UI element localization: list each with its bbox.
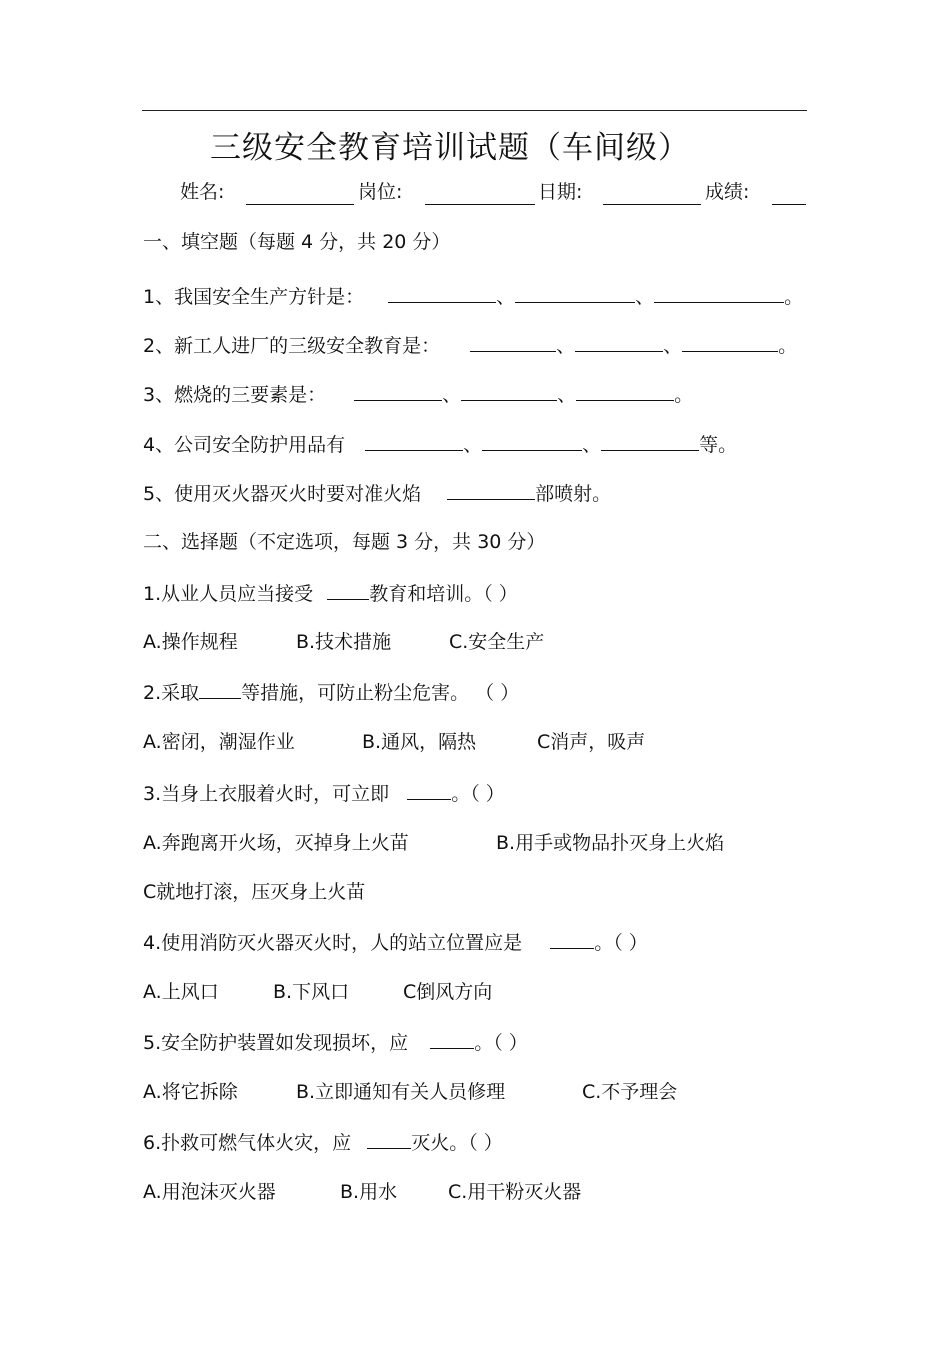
end-punct: 部喷射。 — [535, 483, 612, 505]
choice-question-1 — [143, 581, 518, 606]
option-b[interactable]: B.通风，隔热 — [362, 731, 477, 753]
end-punct: 。 — [674, 384, 694, 406]
page-title: 三级安全教育培训试题（车间级） — [210, 130, 690, 166]
fill-question-5 — [143, 481, 611, 506]
option-a[interactable]: A.操作规程 — [143, 631, 238, 653]
date-blank[interactable] — [603, 186, 701, 205]
answer-blank[interactable] — [199, 680, 241, 699]
fill-question-3 — [143, 382, 693, 407]
separator: 、 — [557, 384, 577, 406]
option-b[interactable]: B.用手或物品扑灭身上火焰 — [496, 832, 725, 854]
choice-options-4 — [143, 980, 492, 1004]
answer-blank[interactable] — [654, 284, 784, 303]
option-b[interactable]: B.技术措施 — [296, 631, 392, 653]
choice-question-2 — [143, 680, 519, 705]
answer-blank[interactable] — [601, 432, 699, 451]
separator: 、 — [582, 434, 602, 456]
end-punct: 。 — [778, 335, 798, 357]
answer-blank[interactable] — [515, 284, 635, 303]
answer-blank[interactable] — [407, 781, 451, 800]
answer-blank[interactable] — [367, 1130, 411, 1149]
fill-question-4 — [143, 432, 737, 457]
answer-blank[interactable] — [327, 581, 369, 600]
question-text: 3、燃烧的三要素是： — [143, 384, 327, 406]
question-text: 1.从业人员应当接受 — [143, 583, 314, 605]
answer-blank[interactable] — [682, 333, 778, 352]
option-c[interactable]: C就地打滚，压灭身上火苗 — [143, 881, 366, 903]
question-text: 2、新工人进厂的三级安全教育是： — [143, 335, 441, 357]
option-a[interactable]: A.将它拆除 — [143, 1081, 238, 1103]
fill-question-1 — [143, 284, 803, 309]
option-b[interactable]: B.用水 — [340, 1181, 398, 1203]
option-a[interactable]: A.奔跑离开火场，灭掉身上火苗 — [143, 832, 409, 854]
end-punct: 。 — [784, 286, 804, 308]
answer-blank[interactable] — [576, 382, 674, 401]
choice-options-6 — [143, 1180, 581, 1204]
separator: 、 — [663, 335, 683, 357]
option-c[interactable]: C.用干粉灭火器 — [448, 1181, 582, 1203]
choice-options-3 — [143, 831, 724, 855]
choice-options-5 — [143, 1080, 677, 1104]
option-c[interactable]: C消声，吸声 — [537, 731, 646, 753]
choice-question-5 — [143, 1030, 528, 1055]
question-text: 4.使用消防灭火器灭火时，人的站立位置应是 — [143, 932, 523, 954]
answer-blank[interactable] — [365, 432, 463, 451]
separator: 、 — [442, 384, 462, 406]
answer-blank[interactable] — [430, 1030, 474, 1049]
answer-blank[interactable] — [550, 930, 594, 949]
choice-question-6 — [143, 1130, 503, 1155]
choice-options-3-cont — [143, 880, 365, 904]
top-rule — [142, 110, 807, 111]
question-text: 2.采取 — [143, 682, 200, 704]
option-b[interactable]: B.立即通知有关人员修理 — [296, 1081, 506, 1103]
question-tail: 等措施，可防止粉尘危害。 （ ） — [241, 682, 520, 704]
answer-blank[interactable] — [470, 333, 556, 352]
question-text: 4、公司安全防护用品有 — [143, 434, 346, 456]
separator: 、 — [496, 286, 516, 308]
option-c[interactable]: C倒风方向 — [403, 981, 493, 1003]
position-label: 岗位: — [358, 181, 403, 203]
name-label: 姓名: — [180, 181, 225, 203]
section2-heading: 二、选择题（不定选项，每题 3 分，共 30 分） — [143, 531, 546, 553]
answer-blank[interactable] — [447, 481, 535, 500]
separator: 、 — [463, 434, 483, 456]
question-tail: 。（ ） — [594, 932, 648, 954]
date-label: 日期: — [538, 181, 583, 203]
position-blank[interactable] — [425, 186, 535, 205]
choice-options-1 — [143, 630, 544, 654]
option-a[interactable]: A.密闭，潮湿作业 — [143, 731, 295, 753]
answer-blank[interactable] — [482, 432, 582, 451]
fill-question-2 — [143, 333, 797, 358]
question-text: 1、我国安全生产方针是： — [143, 286, 365, 308]
option-a[interactable]: A.用泡沫灭火器 — [143, 1181, 276, 1203]
separator: 、 — [556, 335, 576, 357]
choice-options-2 — [143, 730, 645, 754]
option-b[interactable]: B.下风口 — [273, 981, 350, 1003]
option-c[interactable]: C.安全生产 — [449, 631, 545, 653]
question-tail: 。（ ） — [451, 783, 505, 805]
choice-question-4 — [143, 930, 648, 955]
name-blank[interactable] — [246, 186, 354, 205]
answer-blank[interactable] — [461, 382, 557, 401]
score-blank[interactable] — [772, 186, 806, 205]
answer-blank[interactable] — [388, 284, 496, 303]
question-text: 6.扑救可燃气体火灾，应 — [143, 1132, 352, 1154]
answer-blank[interactable] — [575, 333, 663, 352]
question-text: 3.当身上衣服着火时，可立即 — [143, 783, 390, 805]
question-text: 5、使用灭火器灭火时要对准火焰 — [143, 483, 422, 505]
section1-heading: 一、填空题（每题 4 分，共 20 分） — [143, 231, 451, 253]
choice-question-3 — [143, 781, 505, 806]
score-label: 成绩: — [705, 181, 750, 203]
question-text: 5.安全防护装置如发现损坏，应 — [143, 1032, 409, 1054]
separator: 、 — [635, 286, 655, 308]
answer-blank[interactable] — [354, 382, 442, 401]
question-tail: 灭火。（ ） — [411, 1132, 503, 1154]
option-c[interactable]: C.不予理会 — [582, 1081, 678, 1103]
end-punct: 等。 — [699, 434, 738, 456]
question-tail: 。（ ） — [474, 1032, 528, 1054]
option-a[interactable]: A.上风口 — [143, 981, 219, 1003]
question-tail: 教育和培训。（ ） — [369, 583, 518, 605]
